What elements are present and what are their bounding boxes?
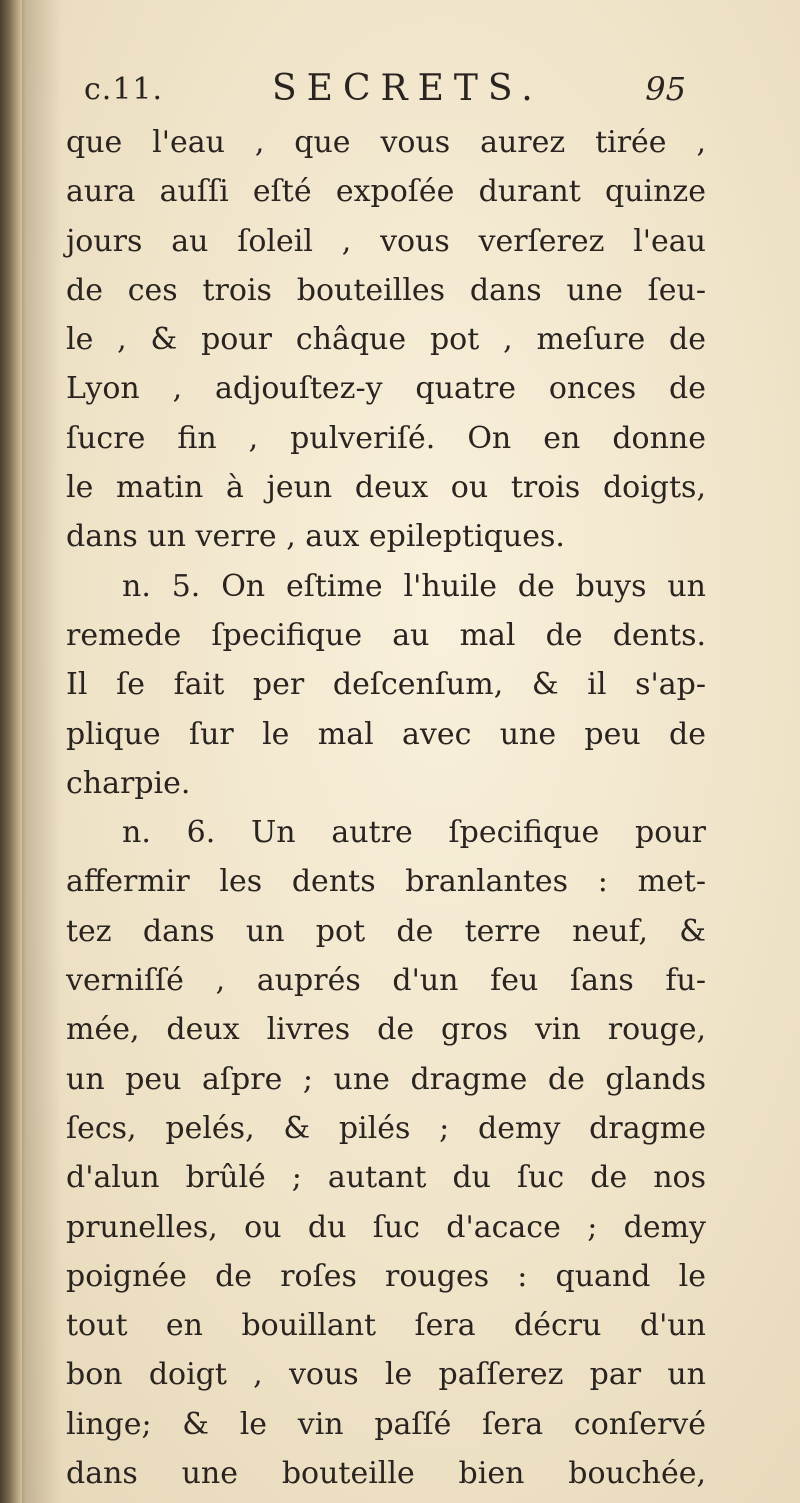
text-line: jours au ſoleil , vous verſerez l'eau xyxy=(66,223,706,259)
text-line: Lyon , adjouſtez-y quatre onces de xyxy=(66,371,706,407)
text-line: linge; & le vin paſſé ſera conſervé xyxy=(66,1406,706,1442)
running-header xyxy=(84,68,684,114)
text-line: le matin à jeun deux ou trois doigts, xyxy=(66,470,706,506)
text-line: tout en bouillant ſera décru d'un xyxy=(66,1308,706,1344)
text-line: verniſſé , auprés d'un feu ſans fu- xyxy=(66,963,706,999)
gutter-shadow xyxy=(22,0,62,1503)
text-line: plique ſur le mal avec une peu de xyxy=(66,716,706,752)
text-line: n. 6. Un autre ſpecifique pour xyxy=(122,815,706,851)
text-line: affermir les dents branlantes : met- xyxy=(66,864,706,900)
text-line: charpie. xyxy=(66,765,191,801)
text-line: aura auſſi eſté expoſée durant quinze xyxy=(66,174,706,210)
text-line: d'alun brûlé ; autant du ſuc de nos xyxy=(66,1160,706,1196)
text-line: Il ſe fait per deſcenſum, & il s'ap- xyxy=(66,667,706,703)
text-line: dans un verre , aux epileptiques. xyxy=(66,519,565,555)
text-line: ſecs, pelés, & pilés ; demy dragme xyxy=(66,1110,706,1146)
running-title: SECRETS. xyxy=(272,68,543,109)
text-line: ſucre fin , pulveriſé. On en donne xyxy=(66,420,706,456)
text-line: prunelles, ou du ſuc d'acace ; demy xyxy=(66,1209,706,1245)
text-line: poignée de roſes rouges : quand le xyxy=(66,1258,706,1294)
text-line: tez dans un pot de terre neuf, & xyxy=(66,913,706,949)
text-line: n. 5. On eſtime l'huile de buys un xyxy=(122,568,706,604)
text-line: mée, deux livres de gros vin rouge, xyxy=(66,1012,706,1048)
text-line: bon doigt , vous le paſſerez par un xyxy=(66,1357,706,1393)
text-line: remede ſpecifique au mal de dents. xyxy=(66,617,706,653)
text-line: un peu aſpre ; une dragme de glands xyxy=(66,1061,706,1097)
text-line: de ces trois bouteilles dans une ſeu- xyxy=(66,272,706,308)
chapter-marker: c.11. xyxy=(84,72,164,107)
body-text xyxy=(66,118,706,1498)
text-line: que l'eau , que vous aurez tirée , xyxy=(66,125,706,160)
page-number: 95 xyxy=(645,70,686,108)
text-line: dans une bouteille bien bouchée, xyxy=(66,1456,706,1492)
text-line: le , & pour châque pot , meſure de xyxy=(66,322,706,358)
